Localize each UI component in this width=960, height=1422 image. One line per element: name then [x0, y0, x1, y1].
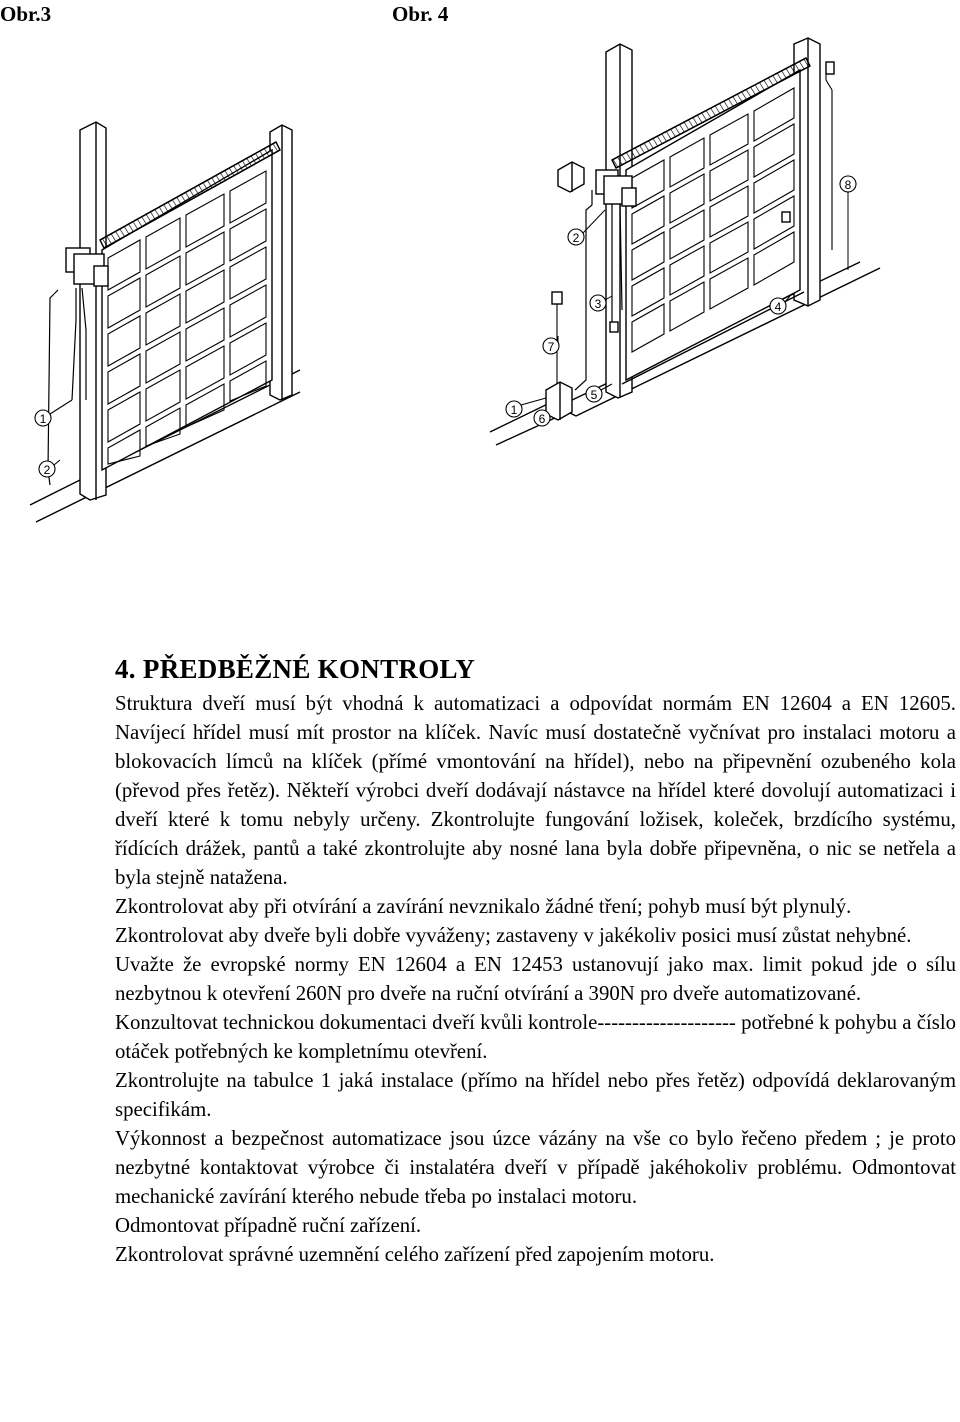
obr3-callout-2-number: 2 [43, 463, 51, 477]
obr4-callout-6-number: 6 [538, 412, 546, 426]
paragraph-table: Zkontrolujte na tabulce 1 jaká instalace (přímo na hřídel nebo přes řetěz) odpovídá deklarovaným specifikám. [115, 1069, 956, 1121]
obr3-motor [66, 248, 108, 286]
obr4-control-box [558, 162, 584, 192]
obr4-callout-1-number: 1 [510, 403, 518, 417]
paragraph-norms: Uvažte že evropské normy EN 12604 a EN 12453 ustanovují jako max. limit pokud jde o sílu nezbytnou k otevření 260N pro dveře na ruční otvírání a 390N pro dveře automatizované. [115, 953, 956, 1005]
paragraph-friction: Zkontrolovat aby při otvírání a zavírání nevznikalo žádné tření; pohyb musí být plynulý. [115, 895, 852, 918]
door-installation-illustrations [0, 0, 960, 640]
obr4-callout-3-number: 3 [594, 297, 602, 311]
paragraph-balance: Zkontrolovat aby dveře byli dobře vyváženy; zastaveny v jakékoliv posici musí zůstat nehybné. [115, 924, 912, 947]
paragraph-performance: Výkonnost a bezpečnost automatizace jsou úzce vázány na vše co bylo řečeno předem ; je proto nezbytné kontaktovat výrobce či instalatéra dveří v případě jakéhokoliv problému. Odmontovat mechanické zavírání kterého nebude třeba po instalaci motoru. [115, 1127, 956, 1208]
obr4-callout-8-number: 8 [844, 178, 852, 192]
paragraph-documentation: Konzultovat technickou dokumentaci dveří kvůli kontrole-------------------- potřebné k pohybu a číslo otáček potřebných ke kompletnímu otevření. [115, 1011, 956, 1063]
obr3-drawing [30, 122, 300, 522]
paragraph-structure: Struktura dveří musí být vhodná k automatizaci a odpovídat normám EN 12604 a EN 12605. Navíjecí hřídel musí mít prostor na klíček. Navíc musí dostatečně vyčnívat pro instalaci motoru a blokovacích límců na klíček (přímé vmontování na hřídel), nebo na připevnění ozubeného kola (převod přes řetěz). Někteří výrobci dveří dodávají nástavce na hřídel které dovolují automatizaci i dveří které k tomu nebyly určeny. Zkontrolujte fungování ložisek, koleček, brzdícího systému, řídících drážek, pantů a také zkontrolujte aby nosné lana byla dobře připevněna, o nic se netřela a byla stejně natažena. [115, 692, 956, 889]
obr3-callout-1-number: 1 [39, 412, 47, 426]
figure-label-obr3: Obr.3 [0, 2, 52, 26]
obr4-callout-5-number: 5 [590, 388, 598, 402]
obr4-motor [596, 170, 636, 206]
paragraph-grounding: Zkontrolovat správné uzemnění celého zařízení před zapojením motoru. [115, 1243, 715, 1266]
section-title: 4. PŘEDBĚŽNÉ KONTROLY [115, 654, 476, 684]
obr4-drawing [490, 38, 880, 445]
paragraph-manual-device: Odmontovat případně ruční zařízení. [115, 1214, 422, 1237]
obr4-callout-2-number: 2 [572, 231, 580, 245]
obr4-callout-7-number: 7 [547, 340, 555, 354]
figure-label-obr4: Obr. 4 [392, 2, 449, 26]
obr4-callout-4-number: 4 [774, 300, 782, 314]
section-predbezne-kontroly [115, 652, 956, 1269]
